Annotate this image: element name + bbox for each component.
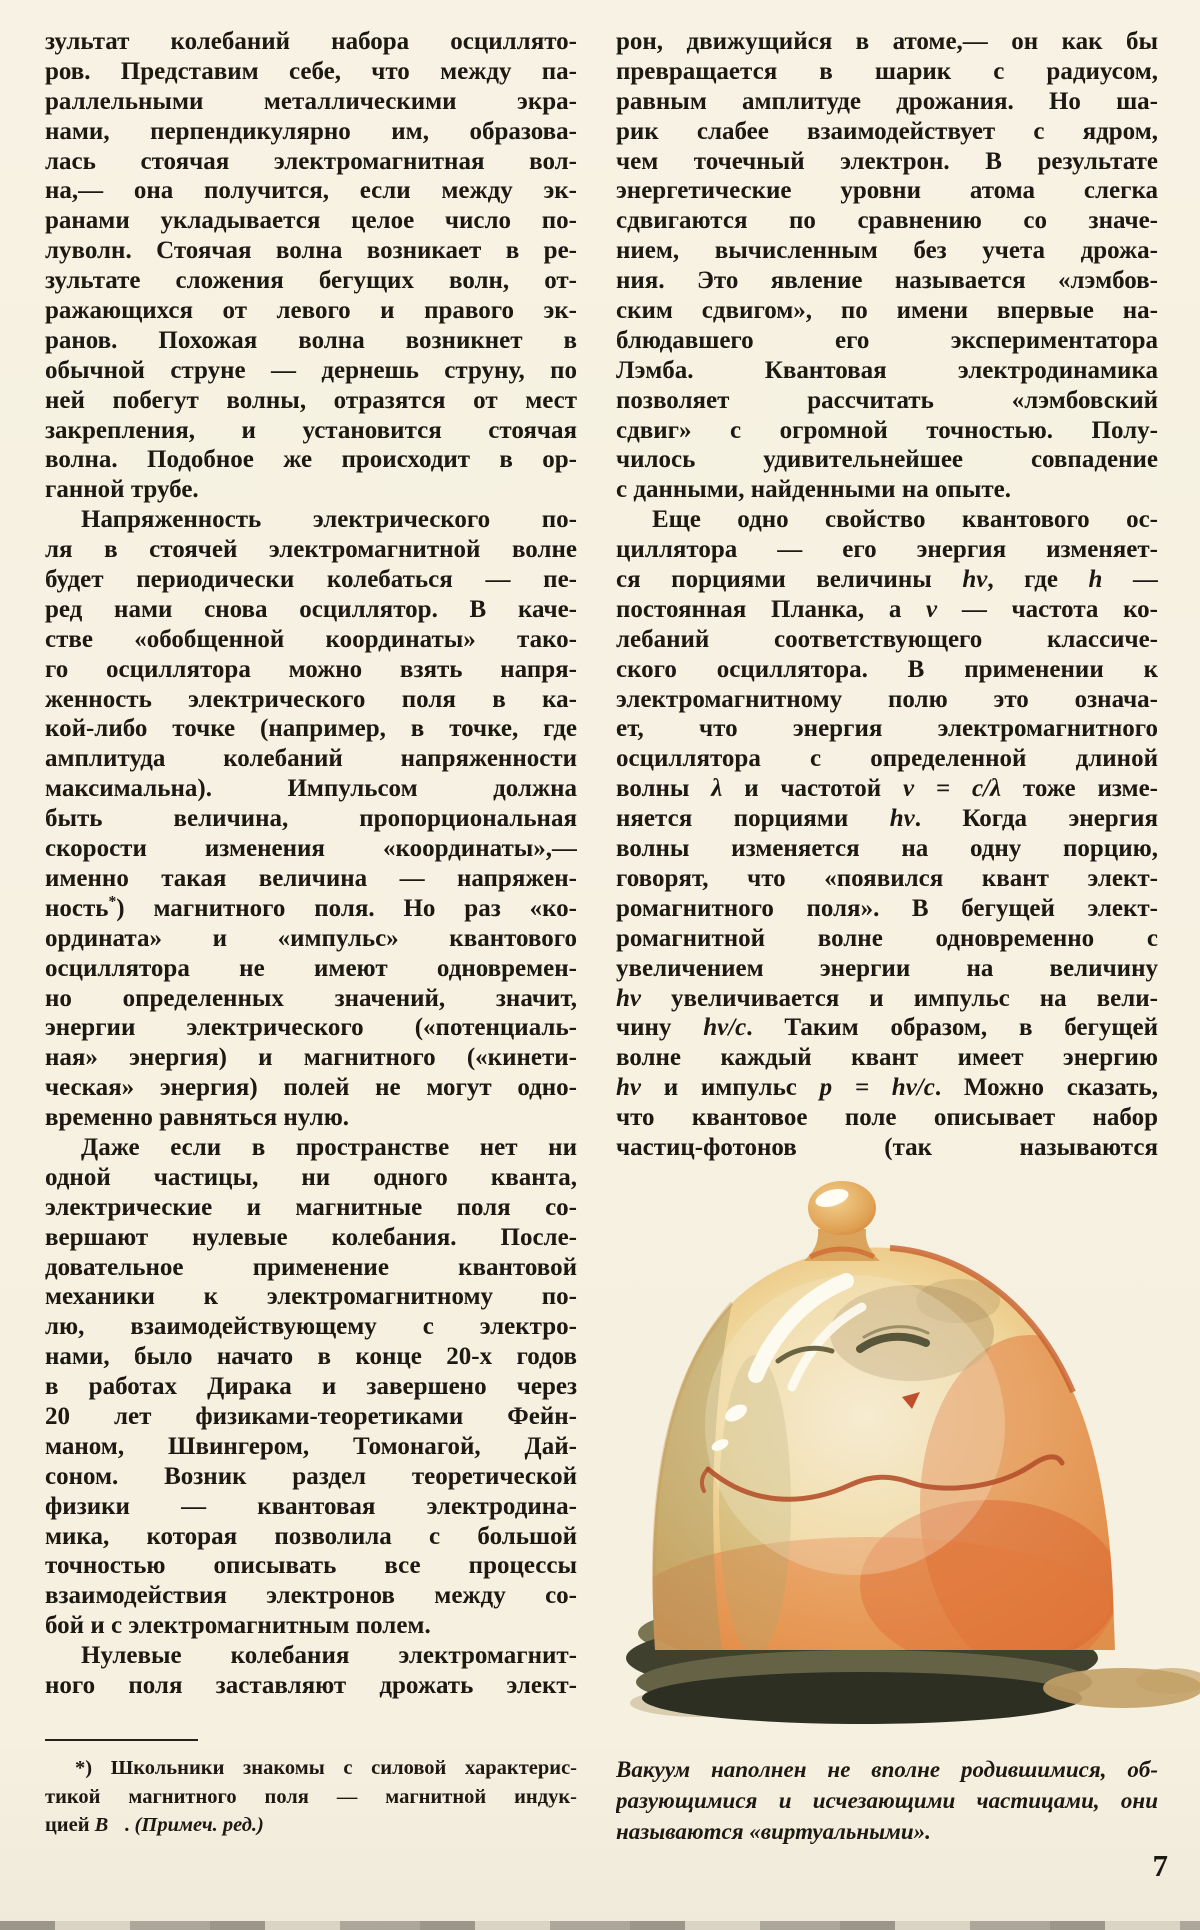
text-line: няется порциями hν. Когда энергия bbox=[616, 805, 1158, 833]
text-line: ромагнитной волне одновременно с bbox=[616, 924, 1158, 952]
text-line: физики — квантовая электродина- bbox=[45, 1492, 577, 1520]
text-line: довательное применение квантовой bbox=[45, 1253, 577, 1281]
text-line: волне каждый квант имеет энергию bbox=[616, 1044, 1158, 1072]
text-line: сдвигаются по сравнению со значе- bbox=[616, 207, 1158, 235]
text-line: Еще одно свойство квантового ос- bbox=[652, 506, 1158, 534]
text-line: ческая» энергия) полей не могут одно- bbox=[45, 1074, 577, 1102]
text-line: блюдавшего его экспериментатора bbox=[616, 326, 1158, 354]
scan-bottom-edge bbox=[0, 1921, 1200, 1930]
text-line: Напряженность электрического по- bbox=[81, 506, 577, 534]
text-line: ней побегут волны, отразятся от мест bbox=[45, 386, 577, 414]
text-line: ордината» и «импульс» квантового bbox=[45, 924, 577, 952]
text-line: электромагнитному полю это означа- bbox=[616, 685, 1158, 713]
text-line: быть величина, пропорциональная bbox=[45, 805, 577, 833]
text-line: нами, было начато в конце 20-х годов bbox=[45, 1343, 577, 1371]
text-line: энергетические уровни атома слегка bbox=[616, 177, 1158, 205]
paragraph bbox=[45, 505, 577, 1133]
text-line: ред нами снова осциллятор. В каче- bbox=[45, 595, 577, 623]
text-line: с данными, найденными на опыте. bbox=[616, 476, 1012, 504]
text-line: кой-либо точке (например, в точке, где bbox=[45, 715, 577, 743]
paragraph bbox=[45, 1133, 577, 1641]
text-line: ганной трубе. bbox=[45, 476, 199, 504]
text-line: луволн. Стоячая волна возникает в ре- bbox=[45, 237, 577, 265]
text-line: стве «обобщенной координаты» тако- bbox=[45, 625, 577, 653]
text-line: hν и импульс p = hν/c. Можно сказать, bbox=[616, 1074, 1158, 1102]
text-line: вершают нулевые колебания. После- bbox=[45, 1223, 577, 1251]
text-line: женность электрического поля в ка- bbox=[45, 685, 577, 713]
text-line: но определенных значений, значит, bbox=[45, 984, 577, 1012]
footnote bbox=[45, 1754, 577, 1840]
paragraph bbox=[616, 27, 1158, 505]
text-line: Вакуум наполнен не вполне родившимися, об- bbox=[616, 1757, 1158, 1782]
text-line: цией B⃗. (Примеч. ред.) bbox=[45, 1814, 264, 1837]
text-line: разующимися и исчезающими частицами, они bbox=[616, 1788, 1158, 1813]
bell-knob bbox=[804, 1181, 880, 1261]
text-line: осциллятора с определенной длиной bbox=[616, 745, 1158, 773]
text-line: энергии электрического («потенциаль- bbox=[45, 1014, 577, 1042]
text-line: ранами укладывается целое число по- bbox=[45, 207, 577, 235]
text-line: тикой магнитного поля — магнитной индук- bbox=[45, 1785, 577, 1808]
text-line: электрические и магнитные поля со- bbox=[45, 1193, 577, 1221]
text-line: ся порциями величины hν, где h — bbox=[616, 566, 1158, 594]
text-line: одной частицы, ни одного кванта, bbox=[45, 1163, 577, 1191]
text-line: ров. Представим себе, что между па- bbox=[45, 57, 577, 85]
text-line: зультат колебаний набора осциллято- bbox=[45, 28, 577, 55]
text-line: именно такая величина — напряжен- bbox=[45, 864, 577, 892]
text-line: частиц-фотонов (так называются bbox=[616, 1133, 1158, 1161]
text-line: волны изменяется на одну порцию, bbox=[616, 835, 1158, 863]
text-line: лебаний соответствующего классиче- bbox=[616, 625, 1158, 653]
text-line: говорят, что «появился квант элект- bbox=[616, 864, 1158, 892]
text-line: амплитуда колебаний напряженности bbox=[45, 745, 577, 773]
text-line: ражающихся от левого и правого эк- bbox=[45, 297, 577, 325]
text-line: будет периодически колебаться — пе- bbox=[45, 566, 577, 594]
text-line: hν увеличивается и импульс на вели- bbox=[616, 984, 1158, 1012]
text-line: рон, движущийся в атоме,— он как бы bbox=[616, 28, 1158, 55]
text-line: позволяет рассчитать «лэмбовский bbox=[616, 386, 1158, 414]
text-line: нием, вычисленным без учета дрожа- bbox=[616, 237, 1158, 265]
text-line: на,— она получится, если между эк- bbox=[45, 177, 577, 205]
text-line: 20 лет физиками-теоретиками Фейн- bbox=[45, 1402, 577, 1430]
text-line: максимальна). Импульсом должна bbox=[45, 775, 577, 803]
text-line: чилось удивительнейшее совпадение bbox=[616, 446, 1158, 474]
page-number: 7 bbox=[1152, 1848, 1168, 1883]
text-line: сдвиг» с огромной точностью. Полу- bbox=[616, 416, 1158, 444]
text-line: Лэмба. Квантовая электродинамика bbox=[616, 356, 1158, 384]
vacuum-bell-jar-illustration bbox=[560, 945, 1200, 1735]
text-line: превращается в шарик с радиусом, bbox=[616, 57, 1158, 85]
text-line: маном, Швингером, Томонагой, Дай- bbox=[45, 1432, 577, 1460]
text-line: ромагнитного поля». В бегущей элект- bbox=[616, 894, 1158, 922]
text-line: зультате сложения бегущих волн, от- bbox=[45, 267, 577, 295]
text-line: увеличением энергии на величину bbox=[616, 954, 1158, 982]
text-line: рик слабее взаимодействует с ядром, bbox=[616, 117, 1158, 145]
text-line: го осциллятора можно взять напря- bbox=[45, 655, 577, 683]
text-line: равным амплитуде дрожания. Но ша- bbox=[616, 87, 1158, 115]
text-line: чину hν/c. Таким образом, в бегущей bbox=[616, 1014, 1158, 1042]
text-line: ет, что энергия электромагнитного bbox=[616, 715, 1158, 743]
text-line: обычной струне — дернешь струну, по bbox=[45, 356, 577, 384]
text-line: закрепления, и установится стоячая bbox=[45, 416, 577, 444]
text-line: лю, взаимодействующему с электро- bbox=[45, 1313, 577, 1341]
text-line: постоянная Планка, а ν — частота ко- bbox=[616, 595, 1158, 623]
text-line: ная» энергия) и магнитного («кинети- bbox=[45, 1044, 577, 1072]
paragraph bbox=[45, 1641, 577, 1701]
text-line: осциллятора не имеют одновремен- bbox=[45, 954, 577, 982]
text-line: механики к электромагнитному по- bbox=[45, 1283, 577, 1311]
text-line: скорости изменения «координаты»,— bbox=[45, 835, 577, 863]
text-line: нами, перпендикулярно им, образова- bbox=[45, 117, 577, 145]
text-line: ность*) магнитного поля. Но раз «ко- bbox=[45, 893, 577, 922]
text-line: ского осциллятора. В применении к bbox=[616, 655, 1158, 683]
text-line: ния. Это явление называется «лэмбов- bbox=[616, 267, 1158, 295]
text-line: бой и с электромагнитным полем. bbox=[45, 1612, 431, 1640]
paragraph bbox=[45, 27, 577, 505]
text-line: ранов. Похожая волна возникнет в bbox=[45, 326, 577, 354]
text-line: называются «виртуальными». bbox=[616, 1819, 931, 1844]
text-line: ля в стоячей электромагнитной волне bbox=[45, 536, 577, 564]
text-line: волны λ и частотой ν = c/λ тоже изме- bbox=[616, 775, 1158, 803]
text-line: точностью описывать все процессы bbox=[45, 1552, 577, 1580]
text-line: волна. Подобное же происходит в ор- bbox=[45, 446, 577, 474]
text-line: Нулевые колебания электромагнит- bbox=[81, 1642, 577, 1670]
text-line: временно равняться нулю. bbox=[45, 1104, 350, 1132]
text-line: лась стоячая электромагнитная вол- bbox=[45, 147, 577, 175]
text-line: в работах Дирака и завершено через bbox=[45, 1373, 577, 1401]
text-line: Даже если в пространстве нет ни bbox=[81, 1133, 577, 1161]
text-line: мика, которая позволила с большой bbox=[45, 1522, 577, 1550]
text-line: ного поля заставляют дрожать элект- bbox=[45, 1671, 577, 1699]
text-line: взаимодействия электронов между со- bbox=[45, 1582, 577, 1610]
text-line: циллятора — его энергия изменяет- bbox=[616, 536, 1158, 564]
footnote-rule bbox=[45, 1739, 198, 1741]
watercolor-smear bbox=[1043, 1668, 1200, 1708]
text-line: *) Школьники знакомы с силовой характерис- bbox=[75, 1757, 577, 1779]
text-line: соном. Возник раздел теоретической bbox=[45, 1462, 577, 1490]
text-line: что квантовое поле описывает набор bbox=[616, 1104, 1158, 1132]
text-line: чем точечный электрон. В результате bbox=[616, 147, 1158, 175]
illustration-caption bbox=[616, 1754, 1158, 1847]
left-text-column bbox=[45, 27, 577, 1701]
text-line: раллельными металлическими экра- bbox=[45, 87, 577, 115]
text-line: ским сдвигом», по имени впервые на- bbox=[616, 297, 1158, 325]
